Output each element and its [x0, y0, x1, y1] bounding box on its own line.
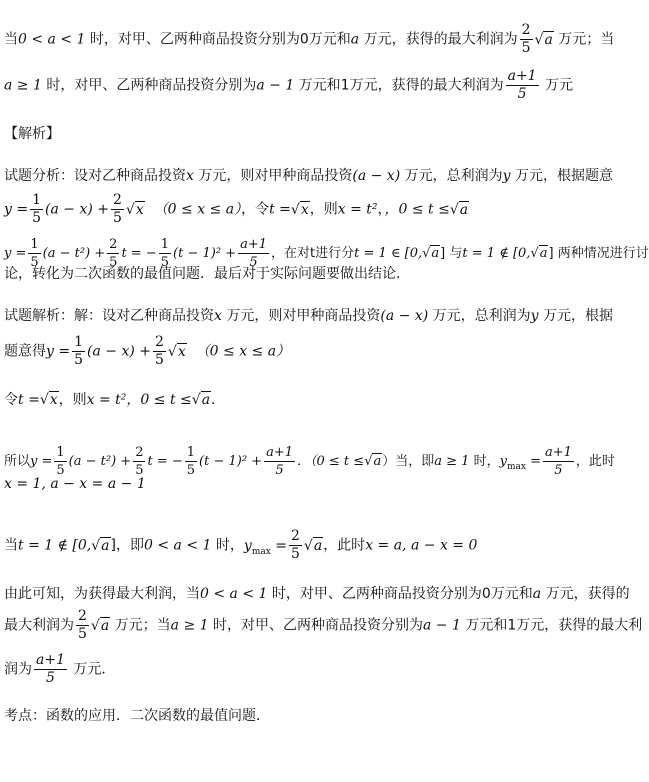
text: 令: [4, 392, 18, 408]
math-t-range: ．（0 ≤ t ≤: [297, 454, 365, 469]
math-a: a: [532, 586, 542, 602]
sqrt-x: √x: [39, 392, 58, 408]
text: ）当，即: [382, 454, 435, 469]
math-x-eq-t2: x = t²: [337, 201, 378, 218]
math-y: y: [502, 168, 511, 184]
math-condition: a ≥ 1: [170, 617, 209, 634]
text: 时，对甲、乙两种商品投资分别为: [208, 617, 423, 634]
sqrt-a: √a: [191, 392, 211, 408]
text: 万元．: [68, 661, 116, 678]
text: 当: [4, 537, 18, 554]
text: ．: [211, 392, 226, 408]
math-ymax: $y_{max}$ =: [499, 454, 541, 472]
sqrt-a: √a: [422, 246, 440, 261]
math-ymax: $y_{max}$ =: [243, 537, 287, 557]
text: 两种情况进行讨: [557, 246, 649, 261]
math-x-eq-t2: x = t²: [86, 392, 127, 408]
text: 万元，获得的: [541, 586, 630, 602]
math-y-eq: y =: [4, 246, 27, 261]
fraction-1-5: $\frac{1}{5}$: [74, 334, 84, 368]
sqrt-a: √a: [91, 537, 110, 554]
analysis-line-4: 论，转化为二次函数的最值问题．最后对于实际问题要做出结论．: [4, 266, 410, 282]
text: 与: [449, 246, 463, 261]
text: 时，对甲、乙两种商品投资分别为0万元和: [85, 31, 351, 48]
math-interval: t = 1 ∉ [0,: [18, 537, 92, 554]
fraction-2-5: $\frac{2}{5}$: [290, 528, 300, 562]
text: 时，: [211, 537, 244, 554]
math-condition: a ≥ 1: [434, 454, 470, 469]
answer-line-2: [4, 68, 573, 103]
math-value: a − 1: [256, 77, 295, 94]
text: 万元: [540, 77, 574, 94]
text: ，令: [241, 201, 270, 218]
sqrt-x: √x: [167, 343, 186, 360]
math-expr: (t − 1)² +: [173, 246, 237, 261]
fraction-a1-5: $\frac{a+1}{5}$: [507, 68, 537, 102]
math-t-eq: t =: [269, 201, 291, 218]
math-t-range: ，0 ≤ t ≤: [384, 201, 450, 218]
text: ，此时: [575, 454, 615, 469]
fraction-1-5: $\frac{1}{5}$: [160, 237, 170, 270]
math-t-eq: t =: [18, 392, 40, 408]
text: 万元，则对甲种商品投资: [221, 308, 381, 324]
sqrt-a: √a: [364, 454, 382, 469]
kaodian-line: 考点：函数的应用．二次函数的最值问题．: [4, 708, 270, 724]
text: ，即: [116, 537, 144, 554]
fraction-2-5: $\frac{2}{5}$: [135, 445, 144, 478]
math-expr: (t − 1)² +: [199, 454, 263, 469]
solution-line-7: [4, 584, 630, 604]
math-interval: t = 1 ∈ [0,: [354, 246, 423, 261]
text: 万元，则对甲种商品投资: [193, 168, 353, 184]
fraction-2-5: $\frac{2}{5}$: [109, 237, 118, 270]
fraction-2-5: $\frac{2}{5}$: [155, 334, 164, 368]
solution-line-2: [4, 334, 290, 369]
math-y-eq: y =: [46, 343, 71, 360]
sqrt-a: √a: [534, 31, 553, 48]
text: ，则: [58, 392, 87, 408]
sqrt-a: √a: [530, 246, 548, 261]
math-value: a − 1: [423, 617, 461, 634]
sqrt-x: √x: [290, 201, 309, 218]
fraction-2-5: $\frac{2}{5}$: [521, 22, 531, 56]
solution-line-5: [4, 474, 146, 494]
analysis-line-2: y = $\frac{1}{5}$ (a − x) + $\frac{2}{5}$ √x （0 ≤ x ≤ a），令t =√x，则x = t²，，0 ≤ t ≤√a: [4, 192, 469, 226]
solution-line-6: 当t = 1 ∉ [0,√a]，即0 < a < 1 时，$y_{max}$ = $\frac{2}{5}$ √a，此时x = a, a − x = 0: [4, 528, 478, 562]
math-expr: (a − t²) +: [42, 246, 106, 261]
math-expr: t = −: [147, 454, 183, 469]
sqrt-a: √a: [90, 617, 110, 634]
solution-line-9: [4, 652, 115, 687]
text: 万元，根据题意: [510, 168, 613, 184]
fraction-a1-5: $\frac{a+1}{5}$: [544, 445, 572, 478]
text: 试题解析：解：设对乙种商品投资: [4, 308, 214, 324]
text: 万元，获得的最大利润为: [359, 31, 518, 48]
math-a: a: [350, 31, 360, 48]
text: 万元；当: [110, 617, 171, 634]
sqrt-a: √a: [449, 201, 469, 218]
jiexi-heading: 【解析】: [4, 126, 60, 142]
math-condition: a ≥ 1: [4, 77, 42, 94]
text: 万元和1万元，获得的最大利: [460, 617, 643, 634]
math-y-eq: y =: [30, 454, 53, 469]
sqrt-a: √a: [303, 537, 323, 554]
fraction-a1-5: $\frac{a+1}{5}$: [266, 445, 293, 478]
analysis-line-1: [4, 166, 613, 186]
sqrt-x: √x: [125, 201, 144, 218]
text: ，则: [309, 201, 338, 218]
fraction-a1-5: $\frac{a+1}{5}$: [36, 652, 65, 686]
fraction-a1-5: $\frac{a+1}{5}$: [240, 237, 267, 270]
fraction-1-5: $\frac{1}{5}$: [30, 237, 39, 270]
solution-line-8: [4, 608, 642, 643]
text: ，此时: [323, 537, 366, 554]
math-a-minus-x: (a − x): [352, 168, 401, 184]
math-x: x: [186, 168, 194, 184]
text: 时，对甲、乙两种商品投资分别为: [41, 77, 257, 94]
text: 万元，总利润为: [428, 308, 531, 324]
analysis-line-3: y = $\frac{1}{5}$ (a − t²) + $\frac{2}{5}$ t = − $\frac{1}{5}$ (t − 1)² + $\frac{a+1}{5}$ ，在对t进行分t = 1 ∈ [0,√a] 与t = 1 ∉ [0,√a] 两种情况进行讨: [4, 237, 649, 270]
text: 题意得: [4, 343, 46, 360]
text: 试题分析：设对乙种商品投资: [4, 168, 186, 184]
solution-line-3: [4, 390, 225, 410]
fraction-1-5: $\frac{1}{5}$: [56, 445, 65, 478]
math-y: y: [530, 308, 539, 324]
text: 当: [4, 31, 18, 48]
math-y-eq: y =: [4, 201, 29, 218]
text: 最大利润为: [4, 617, 74, 634]
text: 润为: [4, 661, 32, 678]
math-a-minus-x: (a − x): [380, 308, 429, 324]
math-expr: t = −: [121, 246, 157, 261]
text: 万元；当: [553, 31, 615, 48]
math-condition: 0 < a < 1: [200, 586, 268, 602]
text: 时，: [469, 454, 500, 469]
math-range: （0 ≤ x ≤ a）: [153, 201, 242, 218]
answer-line-1: [4, 22, 614, 57]
text: ，在对t进行分: [270, 246, 355, 261]
fraction-2-5: $\frac{2}{5}$: [78, 608, 87, 642]
fraction-1-5: $\frac{1}{5}$: [186, 445, 196, 478]
math-result: x = a, a − x = 0: [365, 537, 478, 554]
math-result: x = 1, a − x = a − 1: [4, 476, 146, 492]
math-expr: (a − x) +: [87, 343, 151, 360]
fraction-2-5: $\frac{2}{5}$: [113, 192, 122, 226]
text: 万元，根据: [538, 308, 613, 324]
text: 由此可知，为获得最大利润，当: [4, 586, 200, 602]
math-range: （0 ≤ x ≤ a）: [195, 343, 291, 360]
text: 时，对甲、乙两种商品投资分别为0万元和: [267, 586, 533, 602]
solution-line-1: [4, 306, 613, 326]
text: 万元，总利润为: [400, 168, 503, 184]
math-expr: (a − t²) +: [68, 454, 132, 469]
math-interval: t = 1 ∉ [0,: [462, 246, 531, 261]
text: 万元和1万元，获得的最大利润为: [294, 77, 504, 94]
math-condition: 0 < a < 1: [18, 31, 86, 48]
text: 所以: [4, 454, 31, 469]
math-condition: 0 < a < 1: [144, 537, 212, 554]
math-t-range: ，0 ≤ t ≤: [126, 392, 192, 408]
math-x: x: [214, 308, 222, 324]
fraction-1-5: $\frac{1}{5}$: [32, 192, 42, 226]
math-expr: (a − x) +: [45, 201, 109, 218]
